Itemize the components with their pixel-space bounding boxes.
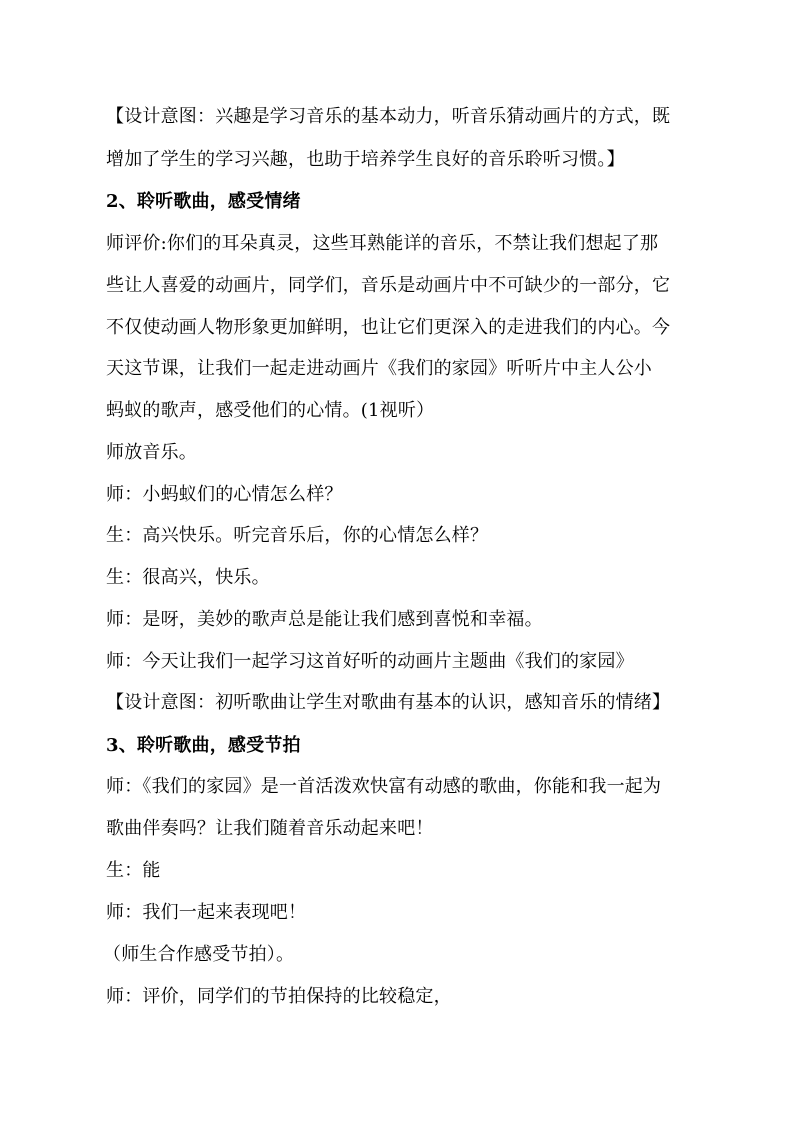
dialogue-line: 生：能 <box>106 860 161 881</box>
paragraph-line: 师评价:你们的耳朵真灵，这些耳熟能详的音乐，不禁让我们想起了那 <box>106 233 659 254</box>
design-intent-note-1-line-2: 增加了学生的学习兴趣，也助于培养学生良好的音乐聆听习惯。】 <box>106 149 625 170</box>
design-intent-note-2: 【设计意图：初听歌曲让学生对歌曲有基本的认识，感知音乐的情绪】 <box>106 692 671 713</box>
paragraph-line: 师放音乐。 <box>106 442 197 463</box>
stage-direction-line: （师生合作感受节拍）。 <box>103 944 295 965</box>
paragraph-line: 蚂蚁的歌声，感受他们的心情。(1视听） <box>106 400 435 421</box>
paragraph-line: 些让人喜爱的动画片，同学们，音乐是动画片中不可缺少的一部分，它 <box>106 275 671 296</box>
dialogue-line: 师：是呀，美妙的歌声总是能让我们感到喜悦和幸福。 <box>106 609 543 630</box>
section-heading-3: 3、聆听歌曲，感受节拍 <box>106 735 301 756</box>
dialogue-line: 生：很高兴，快乐。 <box>106 567 270 588</box>
paragraph-line: 天这节课，让我们一起走进动画片《我们的家园》听听片中主人公小 <box>106 358 652 379</box>
dialogue-line: 歌曲伴奏吗？让我们随着音乐动起来吧！ <box>106 818 434 839</box>
dialogue-line: 师：评价，同学们的节拍保持的比较稳定， <box>106 986 452 1007</box>
section-heading-2: 2、聆听歌曲，感受情绪 <box>106 191 301 212</box>
dialogue-line: 师：今天让我们一起学习这首好听的动画片主题曲《我们的家园》 <box>106 651 634 672</box>
dialogue-line: 生：高兴快乐。听完音乐后，你的心情怎么样？ <box>106 525 489 546</box>
dialogue-line: 师：我们一起来表现吧！ <box>106 902 307 923</box>
dialogue-line: 师：小蚂蚁们的心情怎么样？ <box>106 484 343 505</box>
dialogue-line: 师：《我们的家园》是一首活泼欢快富有动感的歌曲，你能和我一起为 <box>106 776 662 797</box>
paragraph-line: 不仅使动画人物形象更加鲜明，也让它们更深入的走进我们的内心。今 <box>106 317 671 338</box>
design-intent-note-1-line-1: 【设计意图：兴趣是学习音乐的基本动力，听音乐猜动画片的方式，既 <box>106 106 671 127</box>
